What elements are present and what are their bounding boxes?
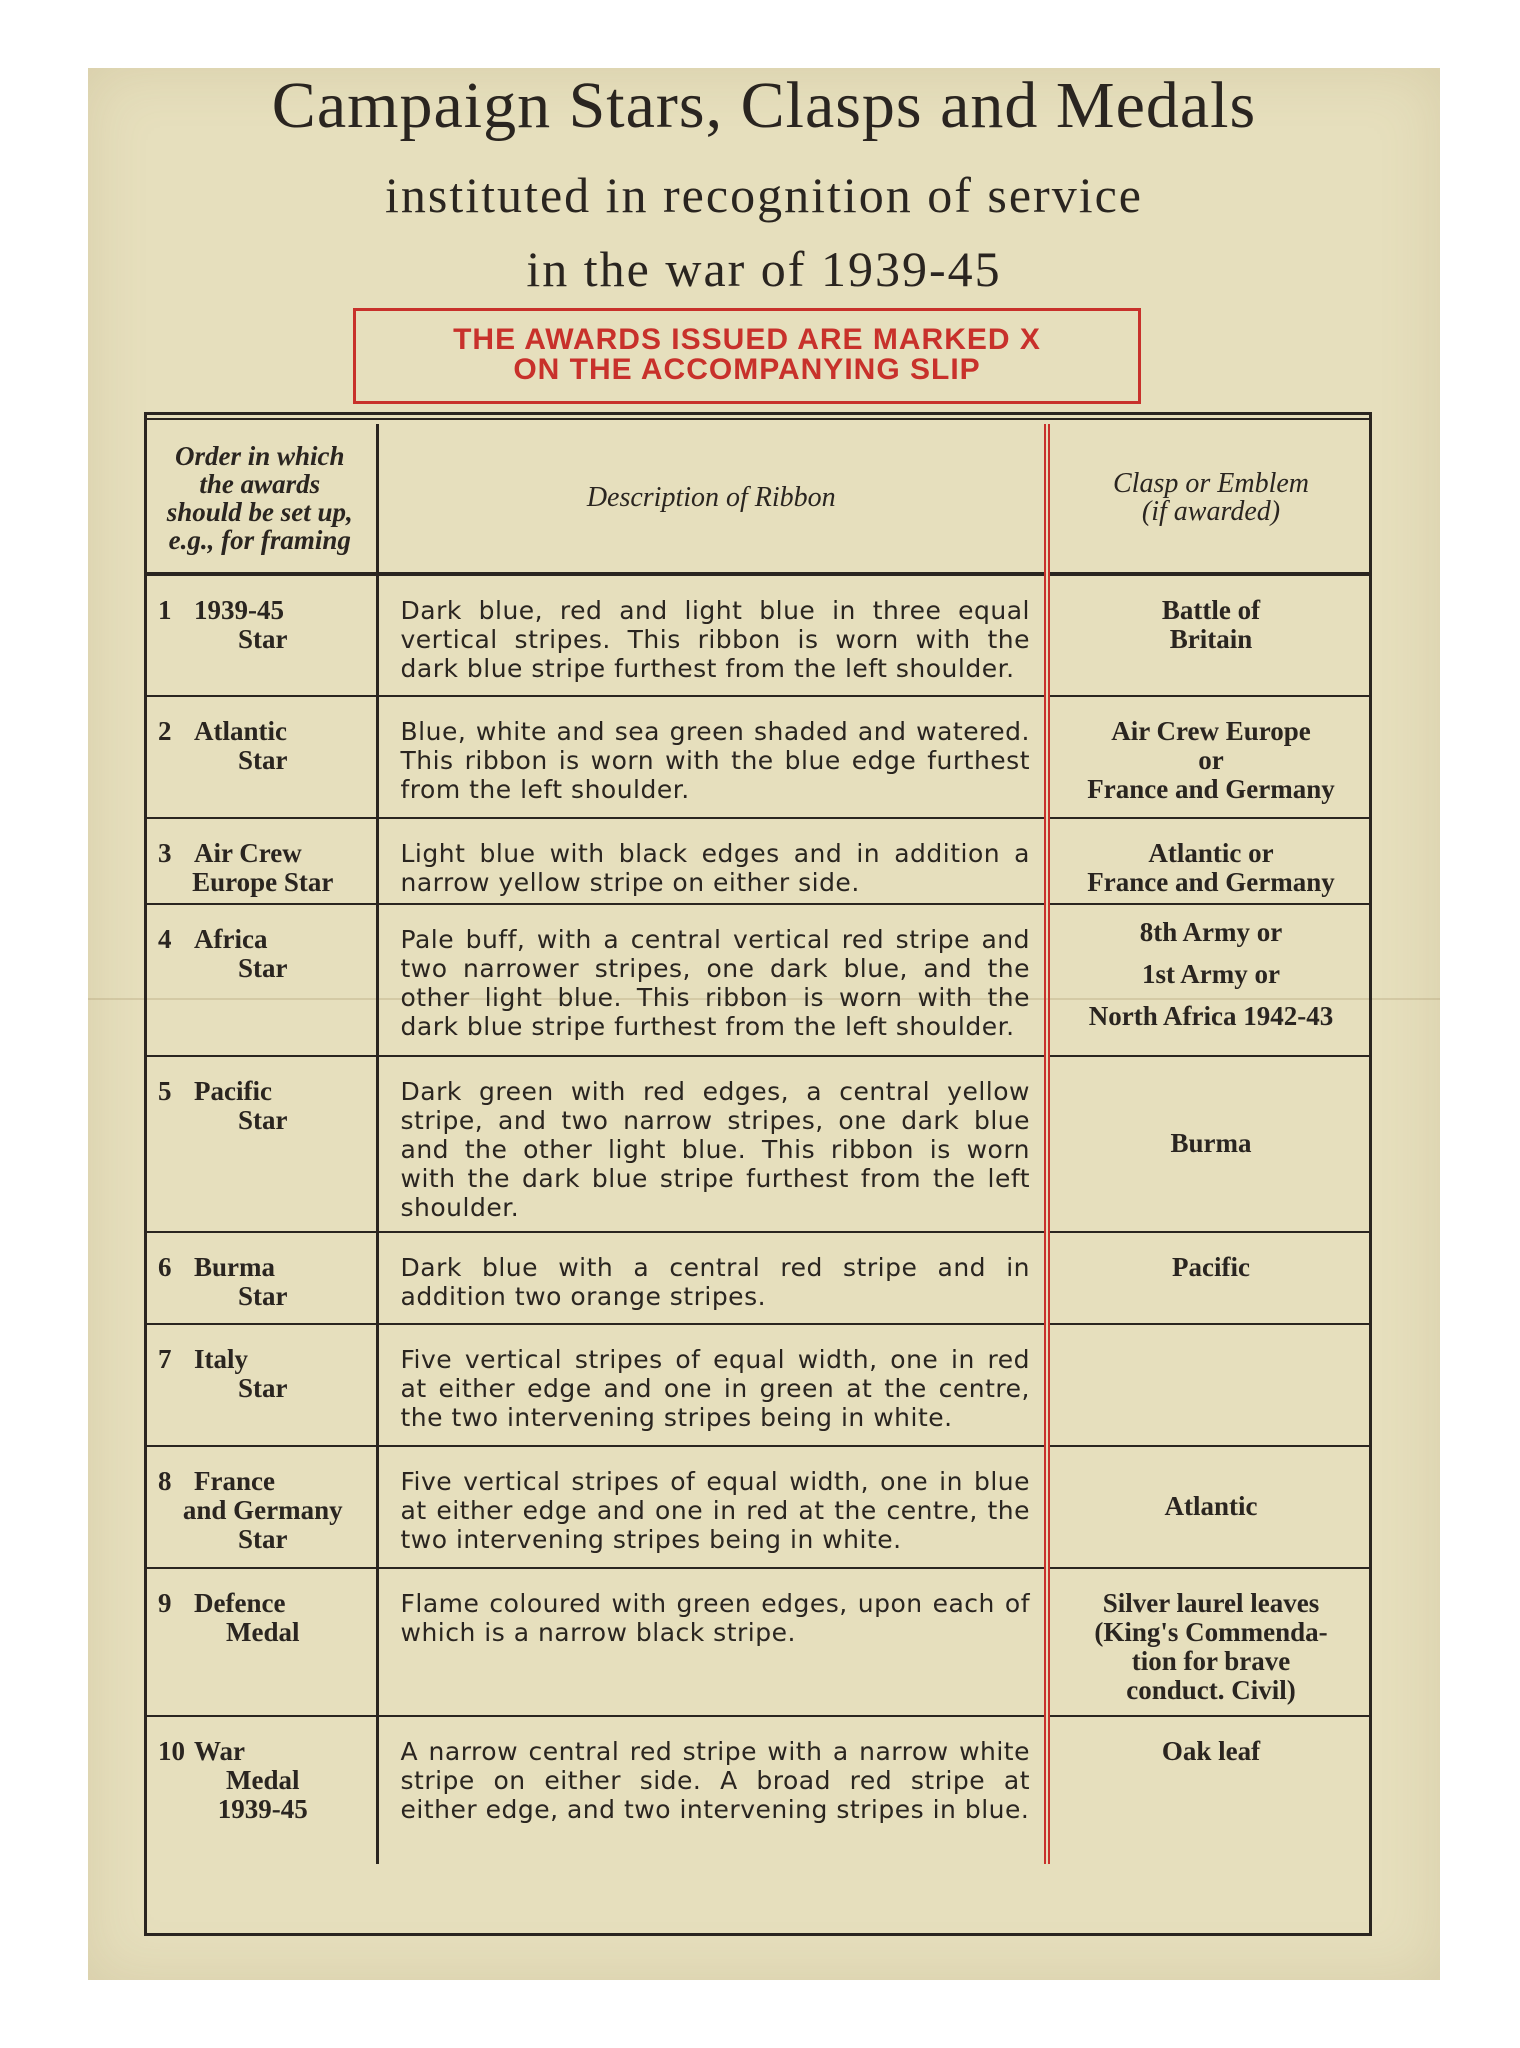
award-number: 7 — [158, 1344, 172, 1374]
award-number: 2 — [158, 716, 172, 746]
table-row — [144, 904, 1372, 1056]
clasp-line: Oak leaf — [1161, 1736, 1261, 1766]
award-number: 3 — [158, 838, 172, 868]
clasp-emblem-cell — [1047, 1568, 1372, 1716]
header-order-line: Order in which — [174, 441, 345, 471]
award-order-cell — [144, 1324, 377, 1446]
award-number: 1 — [158, 595, 172, 625]
header-clasp-line: Clasp or Emblem — [1113, 468, 1309, 499]
table-row — [144, 1056, 1372, 1232]
award-number: 4 — [158, 924, 172, 954]
header-order-line: e.g., for framing — [168, 525, 351, 555]
clasp-line: Atlantic or — [1148, 838, 1274, 868]
award-name-line: Europe Star — [192, 867, 334, 897]
award-name-line: Medal — [226, 1617, 300, 1647]
ribbon-description: Dark blue, red and light blue in three equal vertical stripes. This ribbon is worn with the dark blue stripe furthest from the left shoulder. — [377, 574, 1047, 696]
ribbon-description: A narrow central red stripe with a narrow white stripe on either side. A broad red stripe at either edge, and two intervening stripes in blue. — [377, 1716, 1047, 1864]
award-number: 8 — [158, 1466, 172, 1496]
award-number: 9 — [158, 1588, 172, 1618]
award-name-line: France — [194, 1466, 275, 1496]
ribbon-description: Dark blue with a central red stripe and in addition two orange stripes. — [377, 1232, 1047, 1324]
clasp-line: France and Germany — [1087, 774, 1335, 804]
award-order-cell — [144, 904, 377, 1056]
award-order-cell — [144, 1568, 377, 1716]
clasp-line: Atlantic — [1164, 1491, 1258, 1521]
table-row — [144, 696, 1372, 818]
award-number: 5 — [158, 1076, 172, 1106]
document-sheet — [88, 68, 1440, 1980]
clasp-line: Burma — [1170, 1128, 1252, 1158]
ribbon-description: Five vertical stripes of equal width, one in blue at either edge and one in red at the centre, the two intervening stripes being in white. — [377, 1446, 1047, 1568]
ribbon-description: Light blue with black edges and in addition a narrow yellow stripe on either side. — [377, 818, 1047, 904]
notice-line-2: ON THE ACCOMPANYING SLIP — [513, 353, 981, 386]
table-row — [144, 818, 1372, 904]
notice-line-1: THE AWARDS ISSUED ARE MARKED X — [453, 323, 1041, 356]
header-description: Description of Ribbon — [377, 424, 1047, 574]
header-order-line: should be set up, — [166, 497, 353, 527]
award-name-line: Star — [238, 1281, 288, 1311]
ribbon-description: Dark green with red edges, a central yellow stripe, and two narrow stripes, one dark blue and the other light blue. This ribbon is worn with the dark blue stripe furthest from the left shoulder. — [377, 1056, 1047, 1232]
award-name-line: 1939-45 — [194, 595, 284, 625]
header-clasp — [1047, 424, 1372, 574]
award-name-line: Star — [238, 953, 288, 983]
award-name-line: War — [194, 1736, 245, 1766]
table-row — [144, 1716, 1372, 1864]
award-order-cell — [144, 1232, 377, 1324]
clasp-emblem-cell — [1047, 1056, 1372, 1232]
clasp-line: conduct. Civil) — [1126, 1675, 1296, 1705]
clasp-line: Pacific — [1172, 1252, 1250, 1282]
ribbon-description: Blue, white and sea green shaded and watered. This ribbon is worn with the blue edge furthest from the left shoulder. — [377, 696, 1047, 818]
award-name-line: Pacific — [194, 1076, 272, 1106]
ribbon-description: Five vertical stripes of equal width, one in red at either edge and one in green at the centre, the two intervening stripes being in white. — [377, 1324, 1047, 1446]
clasp-line: Britain — [1169, 624, 1253, 654]
header-order-line: the awards — [199, 469, 321, 499]
award-name-line: Medal — [226, 1765, 300, 1795]
clasp-line: Air Crew Europe — [1111, 716, 1311, 746]
award-name-line: Africa — [194, 924, 268, 954]
award-name-line: Burma — [194, 1252, 275, 1282]
award-number: 10 — [158, 1736, 185, 1766]
clasp-line: (King's Commenda- — [1094, 1617, 1328, 1647]
table-row — [144, 1446, 1372, 1568]
clasp-line: Battle of — [1161, 595, 1261, 625]
clasp-line: North Africa 1942-43 — [1088, 1001, 1334, 1031]
awards-notice-box — [353, 308, 1141, 404]
clasp-line: Silver laurel leaves — [1102, 1588, 1320, 1618]
award-order-cell — [144, 818, 377, 904]
award-name-line: 1939-45 — [217, 1794, 308, 1824]
award-name-line: Star — [238, 1373, 288, 1403]
table-top-rule — [144, 418, 1372, 420]
award-order-cell — [144, 696, 377, 818]
award-order-cell — [144, 574, 377, 696]
header-clasp-line: (if awarded) — [1141, 496, 1281, 527]
award-name-line: Star — [238, 745, 288, 775]
award-name-line: Star — [238, 1105, 288, 1135]
ribbon-description: Pale buff, with a central vertical red stripe and two narrower stripes, one dark blue, and the other light blue. This ribbon is worn with the dark blue stripe furthest from the left shoulder. — [377, 904, 1047, 1056]
subtitle-line-1: instituted in recognition of service — [385, 167, 1143, 223]
clasp-emblem-cell — [1047, 1446, 1372, 1568]
award-number: 6 — [158, 1252, 172, 1282]
awards-table — [144, 424, 1372, 1864]
clasp-emblem-cell — [1047, 904, 1372, 1056]
table-row — [144, 1324, 1372, 1446]
clasp-line: France and Germany — [1087, 867, 1335, 897]
clasp-line: 1st Army or — [1142, 959, 1280, 989]
award-name-line: Star — [238, 1524, 288, 1554]
page-title: Campaign Stars, Clasps and Medals — [271, 69, 1257, 142]
clasp-line: 8th Army or — [1139, 917, 1283, 947]
clasp-line: tion for brave — [1131, 1646, 1291, 1676]
table-row — [144, 574, 1372, 696]
award-name-line: Star — [238, 624, 288, 654]
subtitle-line-2: in the war of 1939-45 — [526, 241, 1002, 297]
clasp-emblem-cell — [1047, 818, 1372, 904]
header-order — [144, 424, 377, 574]
clasp-emblem-cell — [1047, 696, 1372, 818]
clasp-emblem-cell — [1047, 1324, 1372, 1446]
award-order-cell — [144, 1446, 377, 1568]
award-name-line: and Germany — [182, 1495, 343, 1525]
table-row — [144, 1232, 1372, 1324]
table-row — [144, 1568, 1372, 1716]
clasp-emblem-cell — [1047, 1232, 1372, 1324]
award-name-line: Defence — [194, 1588, 286, 1618]
clasp-emblem-cell — [1047, 1716, 1372, 1864]
clasp-emblem-cell — [1047, 574, 1372, 696]
award-name-line: Air Crew — [194, 838, 302, 868]
award-order-cell — [144, 1716, 377, 1864]
table-header-row — [144, 424, 1372, 574]
award-name-line: Atlantic — [194, 716, 287, 746]
award-order-cell — [144, 1056, 377, 1232]
clasp-line: or — [1198, 745, 1224, 775]
award-name-line: Italy — [194, 1344, 248, 1374]
ribbon-description: Flame coloured with green edges, upon each of which is a narrow black stripe. — [377, 1568, 1047, 1716]
